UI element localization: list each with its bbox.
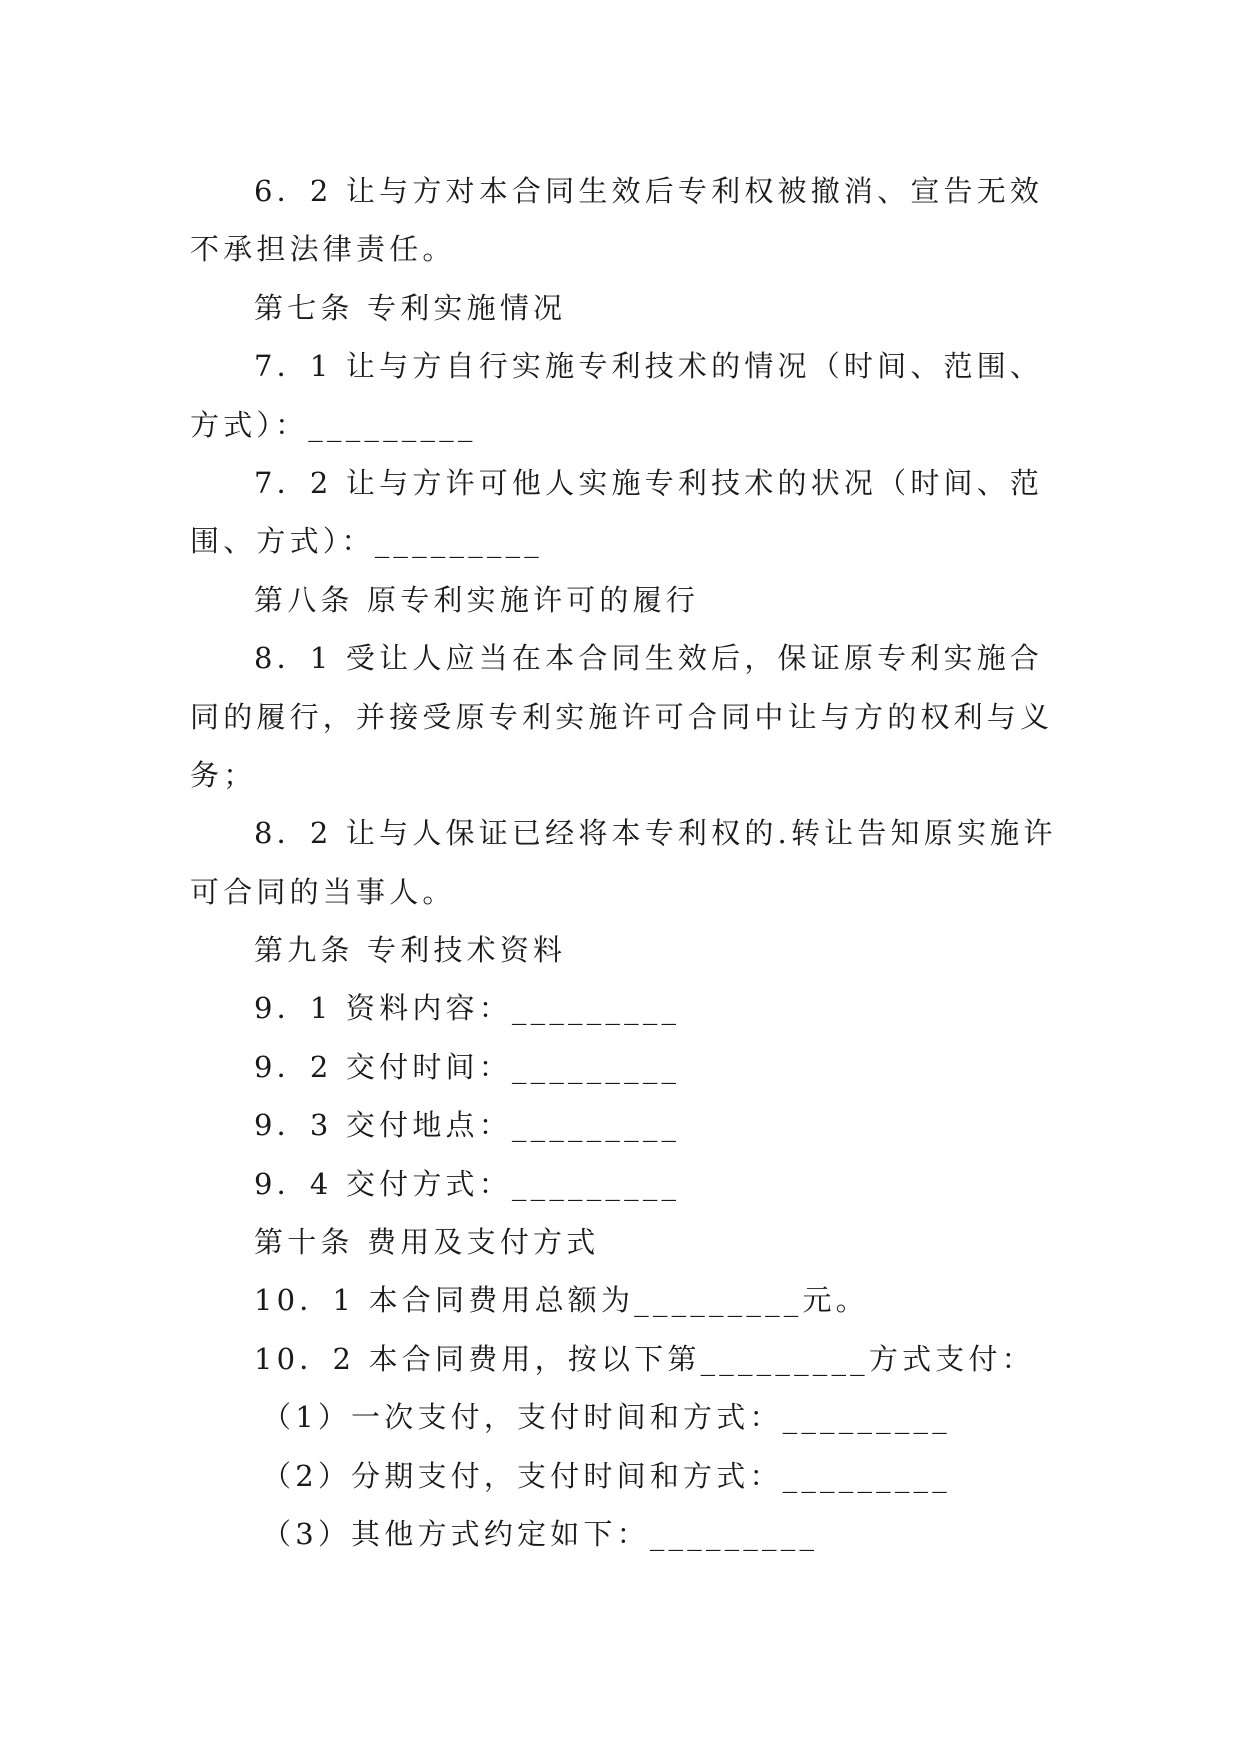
clause-9-4: 9．4 交付方式：_________ [254,1166,681,1201]
article-10-heading: 第十条 费用及支付方式 [254,1225,600,1260]
clause-8-2-line-2: 可合同的当事人。 [190,874,456,909]
article-7-heading: 第七条 专利实施情况 [254,290,567,325]
clause-7-2-line-1: 7．2 让与方许可他人实施专利技术的状况（时间、范 [254,465,1044,500]
clause-8-1-line-2: 同的履行，并接受原专利实施许可合同中让与方的权利与义 [190,699,1054,734]
clause-10-2: 10．2 本合同费用，按以下第_________方式支付： [254,1341,1035,1376]
clause-7-1-line-1: 7．1 让与方自行实施专利技术的情况（时间、范围、 [254,349,1044,384]
clause-10-1: 10．1 本合同费用总额为_________元。 [254,1283,869,1318]
clause-9-2: 9．2 交付时间：_________ [254,1049,681,1084]
clause-7-1-line-2: 方式）：_________ [190,407,477,442]
clause-7-2-line-2: 围、方式）：_________ [190,524,544,559]
payment-option-1: （1）一次支付，支付时间和方式：_________ [262,1400,951,1435]
clause-8-1-line-1: 8．1 受让人应当在本合同生效后，保证原专利实施合 [254,641,1044,676]
clause-6-2-line-2: 不承担法律责任。 [190,232,456,267]
document-body [190,162,1057,1563]
clause-9-3: 9．3 交付地点：_________ [254,1108,681,1143]
article-8-heading: 第八条 原专利实施许可的履行 [254,582,700,617]
article-9-heading: 第九条 专利技术资料 [254,933,567,968]
clause-6-2-line-1: 6．2 让与方对本合同生效后专利权被撤消、宣告无效 [254,174,1044,208]
clause-8-2-line-1: 8．2 让与人保证已经将本专利权的.转让告知原实施许 [254,816,1057,851]
clause-8-1-line-3: 务； [190,757,257,792]
clause-9-1: 9．1 资料内容：_________ [254,991,681,1026]
payment-option-3: （3）其他方式约定如下：_________ [262,1516,819,1551]
payment-option-2: （2）分期支付，支付时间和方式：_________ [262,1458,951,1493]
